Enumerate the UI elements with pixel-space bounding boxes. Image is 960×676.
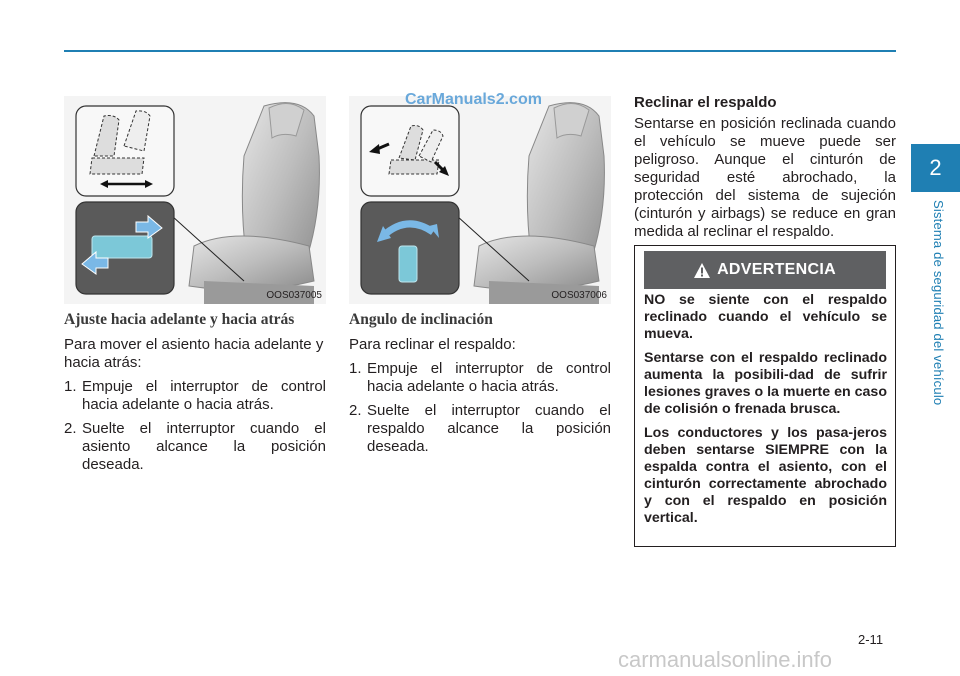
column-recline bbox=[349, 311, 611, 462]
warning-body bbox=[644, 292, 887, 534]
warning-paragraph: Sentarse con el respaldo reclinado aumenta la posibili-dad de sufrir lesiones graves o la muerte en caso de colisión o frenada brusca. bbox=[644, 350, 887, 417]
warning-header bbox=[644, 251, 886, 289]
column-recline-backrest bbox=[634, 94, 896, 247]
warning-title: ADVERTENCIA bbox=[717, 261, 836, 278]
body-text: Sentarse en posición reclinada cuando el vehículo se mueve puede ser peligroso. Aunque el cinturón de seguridad esté abrochado, la protección del sistema de sujeción (cinturón y airbags) se reduce en gran medida al reclinar el respaldo. bbox=[634, 115, 896, 240]
figure-code: OOS037005 bbox=[266, 290, 322, 301]
warning-paragraph: Los conductores y los pasa-jeros deben sentarse SIEMPRE con la espalda contra el asiento, con el cinturón correctamente abrochado y con el respaldo en posición vertical. bbox=[644, 425, 887, 526]
intro-text: Para mover el asiento hacia adelante y hacia atrás: bbox=[64, 336, 324, 371]
section-heading: Angulo de inclinación bbox=[349, 311, 493, 328]
figure-seat-slide bbox=[64, 96, 326, 304]
chapter-tab[interactable] bbox=[911, 144, 960, 192]
seat-recline-illustration bbox=[349, 96, 611, 304]
list-item: 1. Empuje el interruptor de control hacia adelante o hacia atrás. bbox=[349, 360, 611, 395]
page-number: 2-11 bbox=[858, 632, 884, 647]
list-item: 1. Empuje el interruptor de control hacia adelante o hacia atrás. bbox=[64, 378, 326, 413]
warning-triangle-icon bbox=[694, 263, 710, 278]
warning-paragraph: NO se siente con el respaldo reclinado cuando el vehículo se mueva. bbox=[644, 292, 887, 342]
section-heading: Reclinar el respaldo bbox=[634, 94, 777, 111]
column-forward-backward bbox=[64, 311, 326, 480]
chapter-number: 2 bbox=[929, 155, 942, 180]
list-item: 2. Suelte el interruptor cuando el respaldo alcance la posición deseada. bbox=[349, 402, 611, 455]
figure-code: OOS037006 bbox=[551, 290, 607, 301]
watermark: CarManuals2.com bbox=[405, 91, 542, 108]
header-rule bbox=[64, 50, 896, 52]
warning-box bbox=[634, 245, 896, 547]
section-heading: Ajuste hacia adelante y hacia atrás bbox=[64, 311, 295, 328]
list-item: 2. Suelte el interruptor cuando el asiento alcance la posición deseada. bbox=[64, 420, 326, 473]
intro-text: Para reclinar el respaldo: bbox=[349, 336, 516, 353]
seat-slide-illustration bbox=[64, 96, 326, 304]
chapter-side-title: Sistema de seguridad del vehículo bbox=[931, 200, 946, 406]
figure-seat-recline bbox=[349, 96, 611, 304]
footer-watermark: carmanualsonline.info bbox=[618, 647, 833, 672]
